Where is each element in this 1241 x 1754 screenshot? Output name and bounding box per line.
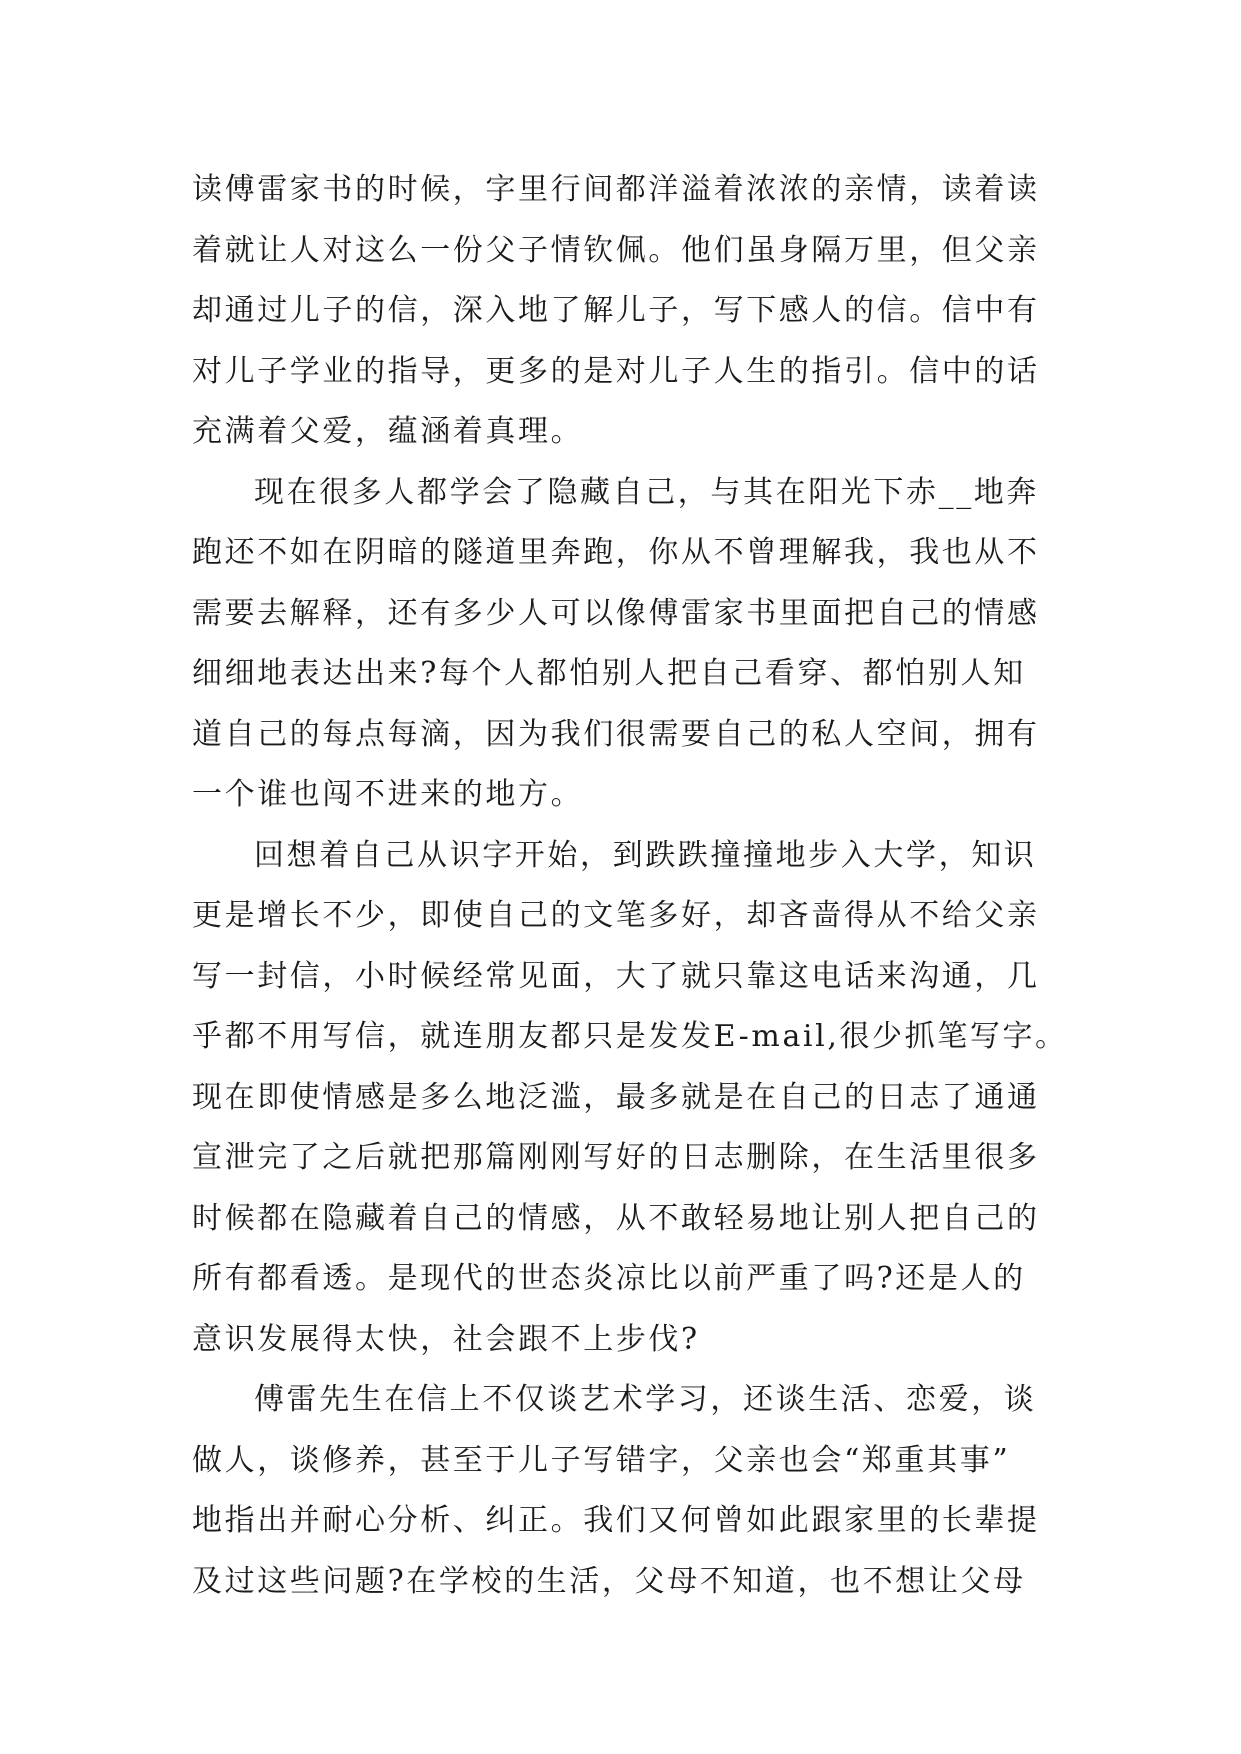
text-line: 意识发展得太快，社会跟不上步伐? (192, 1321, 700, 1357)
text-line: 写一封信，小时候经常见面，大了就只靠这电话来沟通，几 (192, 958, 1040, 994)
text-line: 地指出并耐心分析、纠正。我们又何曾如此跟家里的长辈提 (192, 1503, 1040, 1538)
text-line: 充满着父爱，蕴涵着真理。 (192, 414, 584, 449)
text-line: 却通过儿子的信，深入地了解儿子，写下感人的信。信中有 (192, 293, 1040, 328)
text-line: 及过这些问题?在学校的生活，父母不知道，也不想让父母 (192, 1563, 1026, 1599)
text-line: 时候都在隐藏着自己的情感，从不敢轻易地让别人把自己的 (192, 1200, 1040, 1236)
text-line: 着就让人对这么一份父子情钦佩。他们虽身隔万里，但父亲 (192, 232, 1040, 268)
text-line: 乎都不用写信，就连朋友都只是发发E-mail,很少抓笔写字。 (192, 1019, 1068, 1054)
text-line: 所有都看透。是现代的世态炎凉比以前严重了吗?还是人的 (192, 1261, 1026, 1296)
text-line: 回想着自己从识字开始，到跌跌撞撞地步入大学，知识 (254, 837, 1037, 873)
text-line: 傅雷先生在信上不仅谈艺术学习，还谈生活、恋爱，谈 (254, 1382, 1037, 1417)
text-line: 现在很多人都学会了隐藏自己，与其在阳光下赤__地奔 (254, 474, 1039, 510)
text-line: 读傅雷家书的时候，字里行间都洋溢着浓浓的亲情，读着读 (192, 172, 1040, 207)
text-line: 一个谁也闯不进来的地方。 (192, 777, 584, 812)
text-line: 更是增长不少，即使自己的文笔多好，却吝啬得从不给父亲 (192, 898, 1040, 933)
body-text (192, 160, 1068, 1612)
text-line: 需要去解释，还有多少人可以像傅雷家书里面把自己的情感 (192, 595, 1040, 631)
text-line: 宣泄完了之后就把那篇刚刚写好的日志删除，在生活里很多 (192, 1140, 1040, 1175)
text-line: 跑还不如在阴暗的隧道里奔跑，你从不曾理解我，我也从不 (192, 535, 1040, 570)
text-line: 细细地表达出来?每个人都怕别人把自己看穿、都怕别人知 (192, 656, 1026, 691)
text-line: 对儿子学业的指导，更多的是对儿子人生的指引。信中的话 (192, 353, 1040, 389)
text-line: 道自己的每点每滴，因为我们很需要自己的私人空间，拥有 (192, 716, 1040, 752)
text-line: 做人，谈修养，甚至于儿子写错字，父亲也会“郑重其事” (192, 1442, 1011, 1478)
text-line: 现在即使情感是多么地泛滥，最多就是在自己的日志了通通 (192, 1079, 1040, 1115)
